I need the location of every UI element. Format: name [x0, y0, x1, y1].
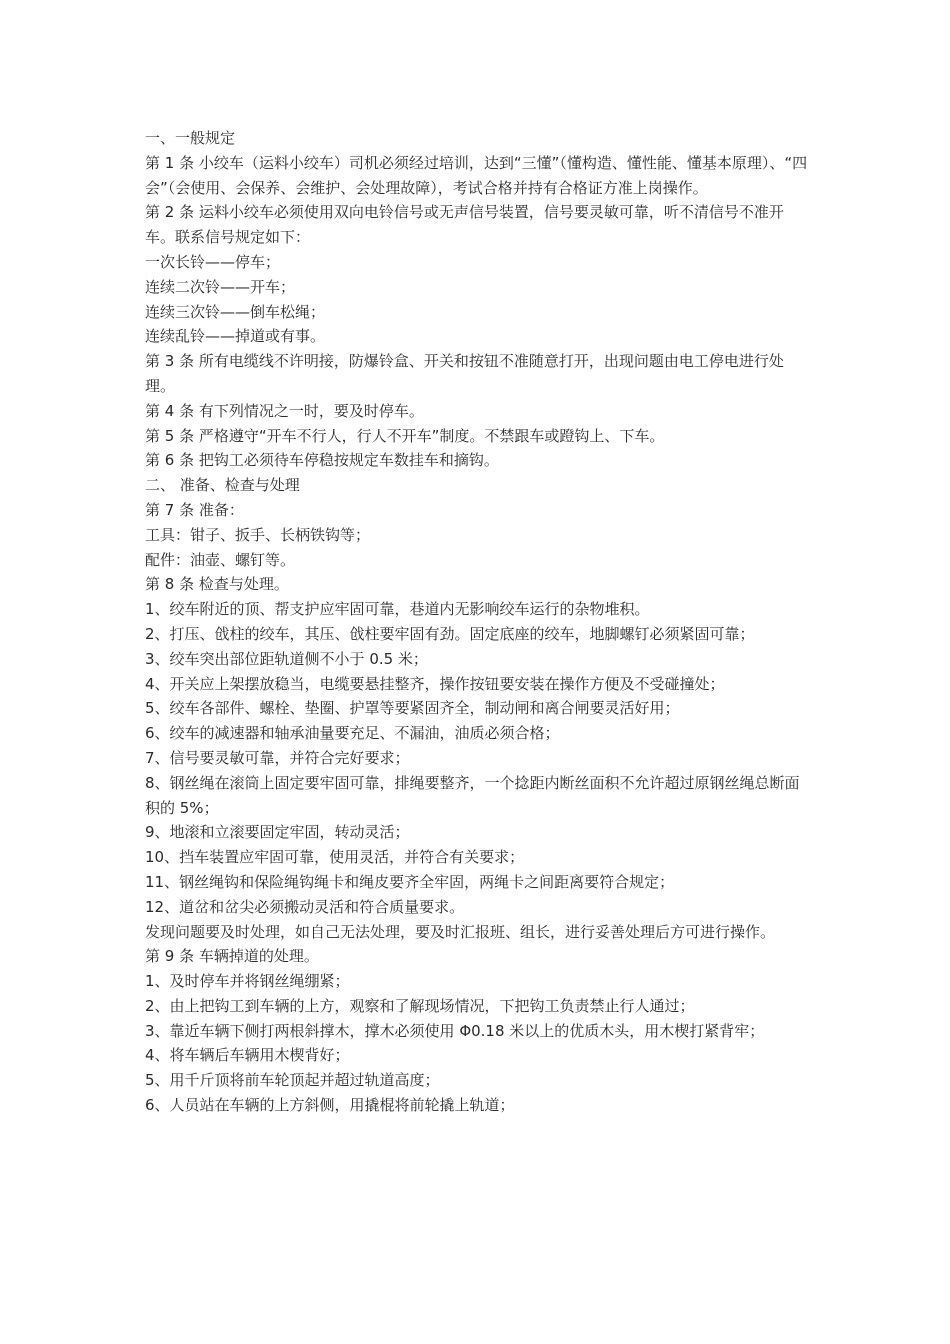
signal-item: 连续二次铃——开车； [145, 277, 296, 296]
list-item: 2、由上把钩工到车辆的上方，观察和了解现场情况，下把钩工负责禁止行人通过； [145, 996, 695, 1015]
list-item: 5、用千斤顶将前车轮顶起并超过轨道高度； [145, 1071, 440, 1090]
list-item: 5、绞车各部件、螺栓、垫圈、护罩等要紧固齐全，制动闸和离合闸要灵活好用； [145, 699, 680, 718]
section-heading: 二、 准备、检查与处理 [145, 476, 300, 495]
article-9: 第 9 条 车辆掉道的处理。 [145, 947, 319, 966]
list-item: 11、钢丝绳钩和保险绳钩绳卡和绳皮要齐全牢固，两绳卡之间距离要符合规定； [145, 872, 675, 891]
article-6: 第 6 条 把钩工必须待车停稳按规定车数挂车和摘钩。 [145, 451, 499, 470]
list-item: 10、挡车装置应牢固可靠，使用灵活，并符合有关要求； [145, 848, 525, 867]
article-4: 第 4 条 有下列情况之一时，要及时停车。 [145, 401, 424, 420]
signal-item: 一次长铃——停车； [145, 252, 281, 271]
paragraph: 发现问题要及时处理，如自己无法处理，要及时汇报班、组长，进行妥善处理后方可进行操作。 [145, 922, 776, 941]
list-item: 1、绞车附近的顶、帮支护应牢固可靠，巷道内无影响绞车运行的杂物堆积。 [145, 600, 650, 619]
section-heading: 一、一般规定 [145, 129, 236, 147]
article-8: 第 8 条 检查与处理。 [145, 575, 289, 594]
signal-item: 连续乱铃——掉道或有事。 [145, 327, 326, 346]
list-item: 7、信号要灵敏可靠，并符合完好要求； [145, 748, 410, 767]
article-5: 第 5 条 严格遵守“开车不行人，行人不开车”制度。不禁跟车或蹬钩上、下车。 [145, 426, 665, 445]
article-2: 第 2 条 运料小绞车必须使用双向电铃信号或无声信号装置，信号要灵敏可靠，听不清信号不准开车。联系信号规定如下： [145, 203, 784, 247]
list-item: 2、打压、戗柱的绞车，其压、戗柱要牢固有劲。固定底座的绞车，地脚螺钉必须紧固可靠； [145, 624, 755, 643]
article-1: 第 1 条 小绞车（运料小绞车）司机必须经过培训，达到“三懂”（懂构造、懂性能、懂基本原理）、“四会”（会使用、会保养、会维护、会处理故障），考试合格并持有合格证方准上岗操作。 [145, 153, 808, 197]
list-item: 工具：钳子、扳手、长柄铁钩等； [145, 525, 371, 544]
signal-item: 连续三次铃——倒车松绳； [145, 302, 326, 321]
list-item: 3、靠近车辆下侧打两根斜撑木，撑木必须使用 Φ0.18 米以上的优质木头，用木楔打紧背牢； [145, 1021, 765, 1040]
list-item: 3、绞车突出部位距轨道侧不小于 0.5 米； [145, 649, 428, 668]
list-item: 1、及时停车并将钢丝绳绷紧； [145, 972, 350, 991]
list-item: 12、道岔和岔尖必须搬动灵活和符合质量要求。 [145, 897, 465, 916]
list-item: 4、开关应上架摆放稳当，电缆要悬挂整齐，操作按钮要安装在操作方便及不受碰撞处； [145, 674, 725, 693]
document-body [145, 126, 813, 1118]
list-item: 6、人员站在车辆的上方斜侧，用撬棍将前轮撬上轨道； [145, 1096, 515, 1115]
list-item: 6、绞车的减速器和轴承油量要充足、不漏油，油质必须合格； [145, 724, 560, 743]
article-3: 第 3 条 所有电缆线不许明接，防爆铃盒、开关和按钮不准随意打开，出现问题由电工停电进行处理。 [145, 352, 784, 395]
list-item: 配件：油壶、螺钉等。 [145, 550, 296, 569]
list-item: 4、将车辆后车辆用木楔背好； [145, 1046, 350, 1065]
article-7: 第 7 条 准备： [145, 500, 244, 519]
list-item: 8、钢丝绳在滚筒上固定要牢固可靠，排绳要整齐，一个捻距内断丝面积不允许超过原钢丝绳总断面积的 5%； [145, 773, 800, 817]
list-item: 9、地滚和立滚要固定牢固，转动灵活； [145, 823, 410, 842]
